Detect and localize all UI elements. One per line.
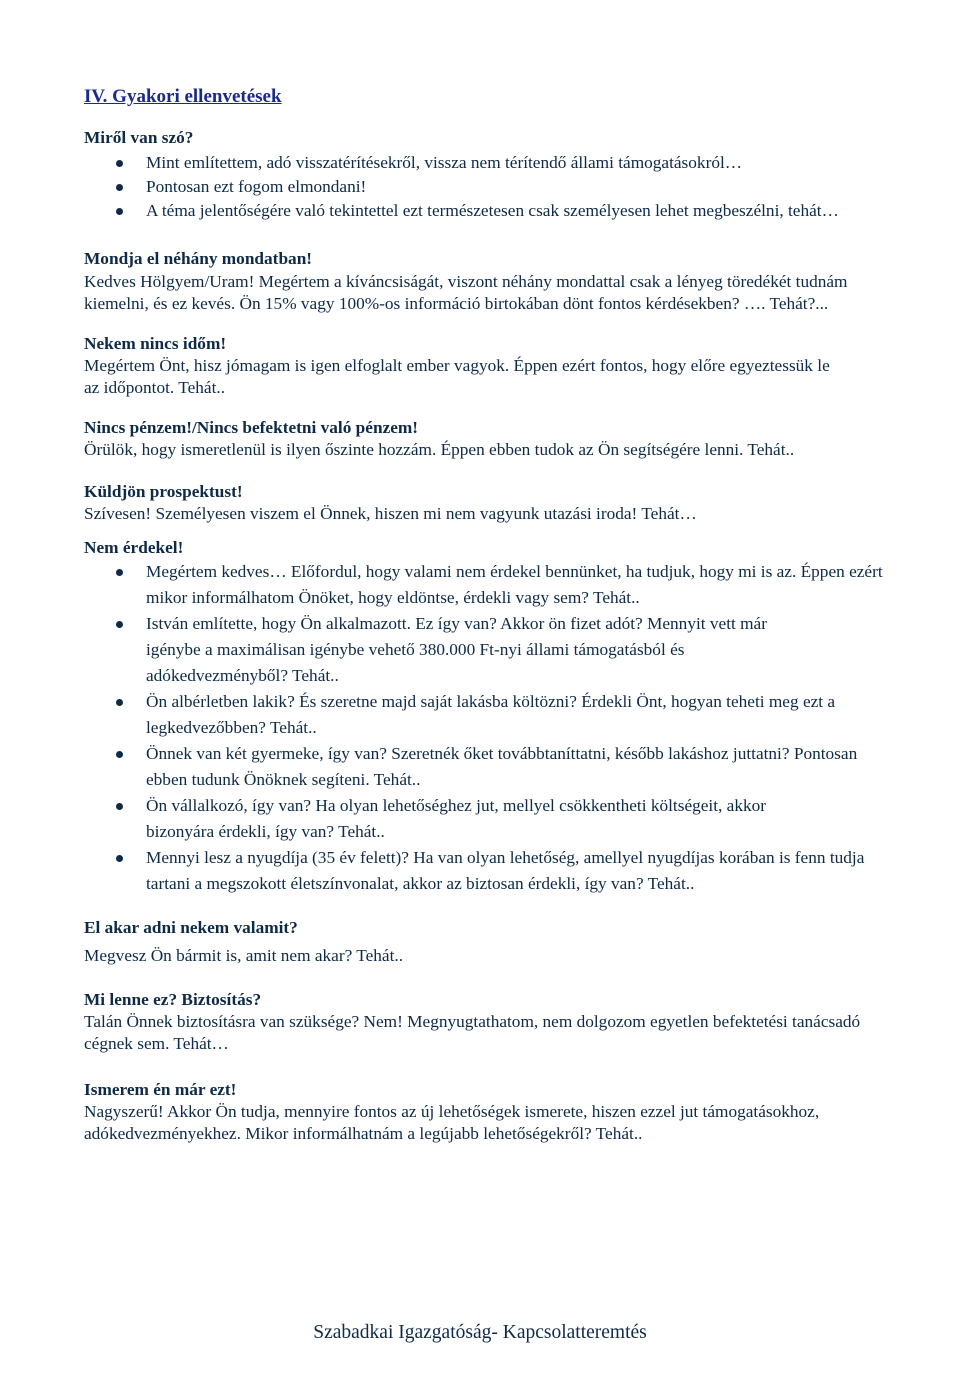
objection-insurance bbox=[84, 989, 884, 1055]
objection-already-know bbox=[84, 1079, 884, 1145]
objection-heading: Miről van szó? bbox=[84, 128, 194, 147]
objection-heading: Nincs pénzem!/Nincs befektetni való pénzem! bbox=[84, 418, 419, 437]
objection-heading: Mi lenne ez? Biztosítás? bbox=[84, 990, 262, 1009]
objection-heading: Ismerem én már ezt! bbox=[84, 1080, 237, 1099]
objection-no-time bbox=[84, 333, 884, 399]
objection-send-brochure bbox=[84, 481, 884, 525]
answer-item: Pontosan ezt fogom elmondani! bbox=[84, 175, 884, 199]
objection-few-sentences bbox=[84, 248, 884, 315]
answer-list bbox=[84, 151, 884, 223]
objection-heading: Nem érdekel! bbox=[84, 538, 184, 557]
answer-item: Ön albérletben lakik? És szeretne majd saját lakásba költözni? Érdekli Önt, hogyan teheti meg ezt a legkedvezőbben? Tehát.. bbox=[84, 689, 884, 741]
objection-heading: Nekem nincs időm! bbox=[84, 334, 227, 353]
answer-text: Megvesz Ön bármit is, amit nem akar? Tehát.. bbox=[84, 946, 404, 965]
answer-item: Megértem kedves… Előfordul, hogy valami nem érdekel bennünket, ha tudjuk, hogy mi is az. Éppen ezért mikor informálhatom Önöket, hogy eldöntse, érdekli vagy sem? Tehát.. bbox=[84, 559, 884, 611]
objection-not-interested bbox=[84, 537, 884, 897]
answer-item: A téma jelentőségére való tekintettel ezt természetesen csak személyesen lehet megbeszélni, tehát… bbox=[84, 199, 884, 223]
answer-item: Ön vállalkozó, így van? Ha olyan lehetőséghez jut, mellyel csökkentheti költségeit, akkor bizonyára érdekli, így van? Tehát.. bbox=[84, 793, 884, 845]
objection-no-money bbox=[84, 417, 884, 461]
answer-text: Talán Önnek biztosításra van szüksége? Nem! Megnyugtathatom, nem dolgozom egyetlen befektetési tanácsadó cégnek sem. Tehát… bbox=[84, 1012, 861, 1053]
objection-heading: El akar adni nekem valamit? bbox=[84, 918, 298, 937]
answer-list bbox=[84, 559, 884, 897]
section-title: IV. Gyakori ellenvetések bbox=[84, 86, 282, 107]
answer-item: István említette, hogy Ön alkalmazott. Ez így van? Akkor ön fizet adót? Mennyit vett már igénybe a maximálisan igénybe vehető 380.000 Ft-nyi állami támogatásból és adókedvezményből? Tehát.. bbox=[84, 611, 884, 689]
document-body bbox=[84, 86, 884, 1145]
objection-selling bbox=[84, 917, 884, 967]
answer-item: Önnek van két gyermeke, így van? Szeretnék őket továbbtaníttatni, később lakáshoz juttatni? Pontosan ebben tudunk Önöknek segíteni. Tehát.. bbox=[84, 741, 884, 793]
answer-text: Szívesen! Személyesen viszem el Önnek, hiszen mi nem vagyunk utazási iroda! Tehát… bbox=[84, 504, 697, 523]
objection-what-is-it bbox=[84, 127, 884, 223]
answer-text: Megértem Önt, hisz jómagam is igen elfoglalt ember vagyok. Éppen ezért fontos, hogy előre egyeztessük le az időpontot. Tehát.. bbox=[84, 356, 830, 397]
answer-text: Nagyszerű! Akkor Ön tudja, mennyire fontos az új lehetőségek ismerete, hiszen ezzel jut támogatásokhoz, adókedvezményekhez. Mikor informálhatnám a legújabb lehetőségekről? Tehát.. bbox=[84, 1102, 820, 1143]
answer-item: Mennyi lesz a nyugdíja (35 év felett)? Ha van olyan lehetőség, amellyel nyugdíjas korában is fenn tudja tartani a megszokott életszínvonalat, akkor az biztosan érdekli, így van? Tehát.. bbox=[84, 845, 884, 897]
objection-heading: Mondja el néhány mondatban! bbox=[84, 249, 313, 268]
answer-text: Kedves Hölgyem/Uram! Megértem a kíváncsiságát, viszont néhány mondattal csak a lényeg töredékét tudnám kiemelni, és ez kevés. Ön 15% vagy 100%-os információ birtokában dönt fontos kérdésekben? …. Tehát?... bbox=[84, 272, 848, 313]
page-footer: Szabadkai Igazgatóság- Kapcsolatteremtés bbox=[313, 1322, 647, 1343]
answer-item: Mint említettem, adó visszatérítésekről, vissza nem térítendő állami támogatásokról… bbox=[84, 151, 884, 175]
objection-heading: Küldjön prospektust! bbox=[84, 482, 243, 501]
answer-text: Örülök, hogy ismeretlenül is ilyen őszinte hozzám. Éppen ebben tudok az Ön segítségére lenni. Tehát.. bbox=[84, 440, 795, 459]
